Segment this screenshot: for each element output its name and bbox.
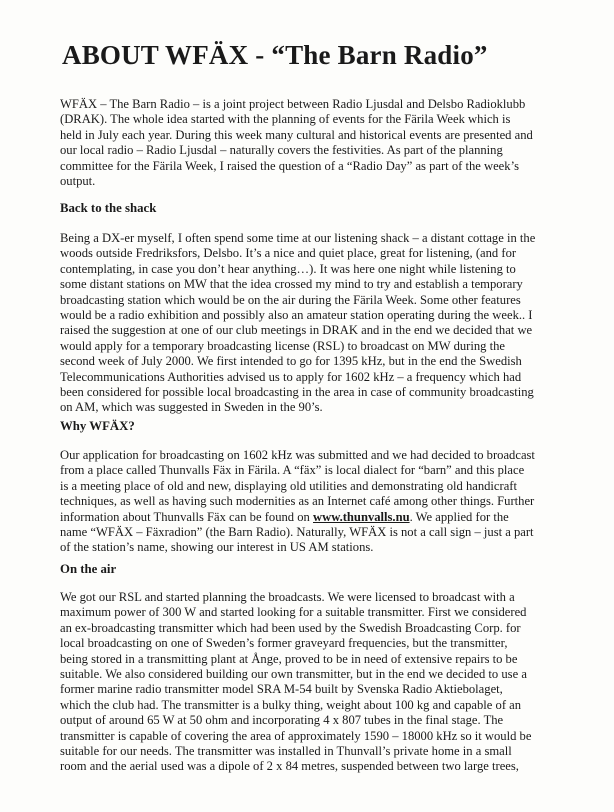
text-line: second week of July 2000. We first intended to go for 1395 kHz, but in the end the Swedish [60, 354, 522, 369]
text-line: some distant stations on MW that the idea crossed my mind to try and establish a temporary [60, 277, 523, 292]
text-line: woods outside Fredriksfors, Delsbo. It’s a nice and quiet place, great for listening, (and for [60, 246, 517, 261]
text-span: information about Thunvalls Fäx can be found on [60, 509, 313, 524]
text-line: techniques, as well as having such modernities as an Internet café among other things. Further [60, 494, 535, 509]
website-link[interactable]: www.thunvalls.nu [313, 509, 410, 524]
text-line: local broadcasting on one of Sweden’s former graveyard frequencies, but the transmitter, [60, 636, 508, 651]
text-span: . We applied for the [409, 509, 509, 524]
text-line: our local radio – Radio Ljusdal – naturally covers the festivities. As part of the planning [60, 143, 503, 158]
section-heading: Back to the shack [60, 201, 157, 215]
section-paragraph [60, 448, 570, 556]
section-paragraph [60, 231, 570, 416]
text-line: Telecommunications Authorities advised us to apply for 1602 kHz – a frequency which had [60, 369, 522, 384]
text-line: transmitter is capable of covering the area of approximately 1590 – 18000 kHz so it would be [60, 728, 532, 743]
intro-paragraph [60, 97, 570, 189]
section-heading: On the air [60, 562, 117, 576]
text-line: an ex-broadcasting transmitter which had been used by the Swedish Broadcasting Corp. for [60, 620, 521, 635]
section-heading: Why WFÄX? [60, 419, 135, 433]
text-line: output. [60, 174, 96, 189]
text-line: from a place called Thunvalls Fäx in Färila. A “fäx” is local dialect for “barn” and this place [60, 463, 525, 478]
text-line: WFÄX – The Barn Radio – is a joint project between Radio Ljusdal and Delsbo Radioklubb [60, 97, 526, 111]
text-line: on AM, which was suggested in Sweden in the 90’s. [60, 400, 323, 415]
text-line: name “WFÄX – Fäxradion” (the Barn Radio). Naturally, WFÄX is not a call sign – just a part [60, 525, 534, 540]
text-line: held in July each year. During this week many cultural and historical events are presented and [60, 127, 533, 142]
text-line: committee for the Färila Week, I raised the question of a “Radio Day” as part of the week’s [60, 158, 519, 173]
text-line: Our application for broadcasting on 1602 kHz was submitted and we had decided to broadcast [60, 448, 535, 462]
page-title: ABOUT WFÄX - “The Barn Radio” [62, 40, 488, 70]
text-line: output of around 65 W at 50 ohm and incorporating 4 x 807 tubes in the final stage. The [60, 713, 504, 728]
text-line: broadcasting station which would be on the air during the Färila Week. Some other features [60, 292, 521, 307]
text-line: which the club had. The transmitter is a bulky thing, weight about 100 kg and capable of an [60, 697, 522, 712]
text-line: former marine radio transmitter model SRA M-54 built by Svenska Radio Aktiebolaget, [60, 682, 503, 697]
text-line: Being a DX-er myself, I often spend some time at our listening shack – a distant cottage in the [60, 231, 536, 245]
text-line: would be a radio exhibition and possibly also an amateur station operating during the week.. I [60, 308, 533, 323]
text-line: maximum power of 300 W and started looking for a suitable transmitter. First we considered [60, 605, 527, 620]
text-line: (DRAK). The whole idea started with the planning of events for the Färila Week which is [60, 112, 511, 127]
text-line: of the station’s name, showing our interest in US AM stations. [60, 540, 374, 555]
text-line: We got our RSL and started planning the broadcasts. We were licensed to broadcast with a [60, 590, 515, 604]
text-line: suitable. We also considered building our own transmitter, but in the end we decided to use a [60, 667, 527, 682]
text-line: raised the suggestion at one of our club meetings in DRAK and in the end we decided that we [60, 323, 533, 338]
text-line: contemplating, in case you don’t hear anything…). It was here one night while listening to [60, 261, 516, 276]
text-line: being stored in a transmitting plant at Ånge, proved to be in need of extensive repairs to be [60, 651, 518, 666]
text-line: is a meeting place of old and new, displaying old utilities and demonstrating old handicraft [60, 478, 517, 493]
text-line: room and the aerial used was a dipole of 2 x 84 metres, suspended between two large trees, [60, 759, 519, 774]
text-line: suitable for our needs. The transmitter was installed in Thunvall’s private home in a small [60, 744, 512, 759]
text-line [60, 510, 570, 525]
text-line: would apply for a temporary broadcasting license (RSL) to broadcast on MW during the [60, 338, 505, 353]
section-paragraph [60, 590, 570, 775]
text-line: been considered for possible local broadcasting in the area in case of community broadcasting [60, 385, 534, 400]
